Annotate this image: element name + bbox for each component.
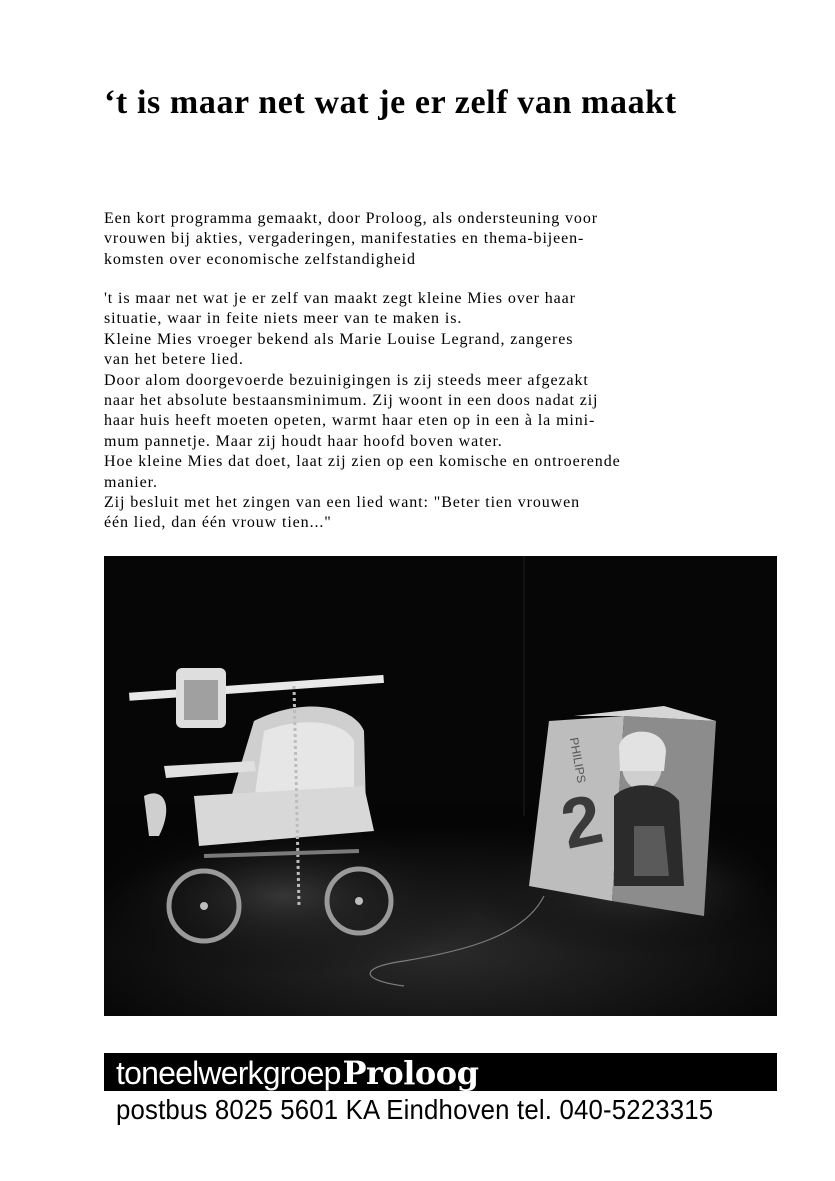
body-line: Zij besluit met het zingen van een lied want: "Beter tien vrouwen [104, 494, 581, 512]
company-prefix: toneelwerkgroep [116, 1055, 341, 1091]
company-name [116, 1054, 478, 1092]
intro-line: Een kort programma gemaakt, door Proloog, als ondersteuning voor [104, 210, 598, 227]
intro-line: vrouwen bij akties, vergaderingen, manifestaties en thema-bijeen- [104, 230, 585, 248]
body-line: van het betere lied. [104, 351, 244, 369]
body-line: naar het absolute bestaansminimum. Zij woont in een doos nadat zij [104, 392, 599, 410]
cardboard-box-figure [529, 706, 716, 916]
body-line: Door alom doorgevoerde bezuinigingen is zij steeds meer afgezakt [104, 371, 589, 389]
intro-line: komsten over economische zelfstandigheid [104, 250, 416, 268]
description-paragraph [104, 289, 794, 534]
body-line: situatie, waar in feite niets meer van te maken is. [104, 310, 463, 328]
page-title: ‘t is maar net wat je er zelf van maakt [104, 84, 677, 121]
body-line: één lied, dan één vrouw tien..." [104, 514, 332, 532]
box-print-graphic: 2 [554, 779, 609, 864]
company-brand: Proloog [342, 1054, 479, 1092]
company-banner [104, 1053, 777, 1091]
body-line: manier. [104, 473, 158, 491]
stage-photo [104, 556, 777, 1016]
body-line: Hoe kleine Mies dat doet, laat zij zien op een komische en ontroerende [104, 453, 621, 471]
box-brand-label: PHILIPS [566, 736, 589, 785]
contact-address: postbus 8025 5601 KA Eindhoven tel. 040-5223315 [116, 1094, 714, 1125]
body-line: haar huis heeft moeten opeten, warmt haar eten op in een à la mini- [104, 412, 596, 430]
body-line: Kleine Mies vroeger bekend als Marie Louise Legrand, zangeres [104, 330, 574, 348]
body-line: mum pannetje. Maar zij houdt haar hoofd boven water. [104, 432, 503, 450]
intro-paragraph [104, 209, 794, 270]
stage-photo-illustration [104, 556, 777, 1016]
body-line: 't is maar net wat je er zelf van maakt zegt kleine Mies over haar [104, 290, 576, 307]
